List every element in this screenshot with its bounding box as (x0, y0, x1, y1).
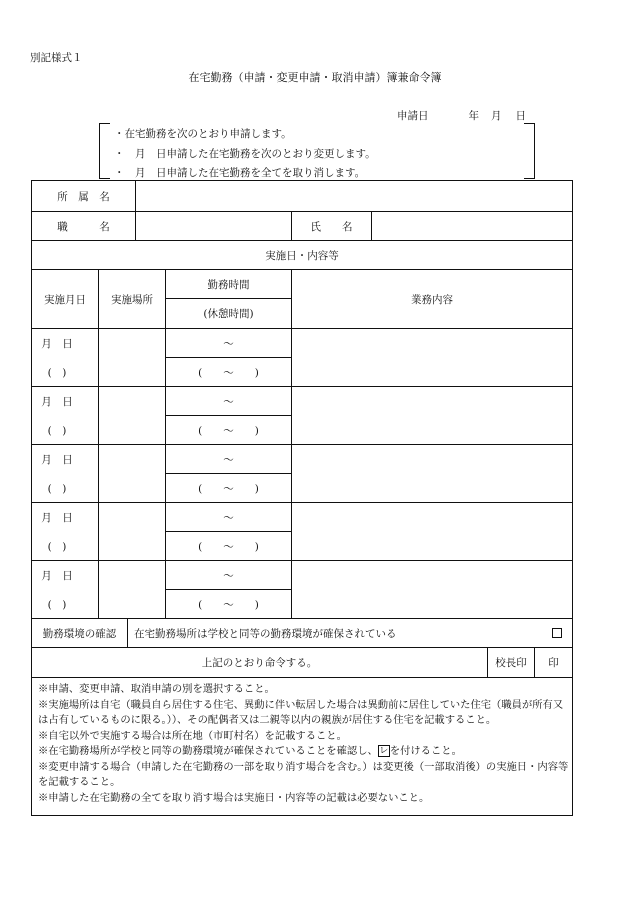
env-confirm-checkbox[interactable] (550, 619, 564, 647)
row-3-weekday[interactable]: ( ) (47, 482, 67, 495)
col-break-header: (休憩時間) (203, 308, 254, 320)
document-title: 在宅勤務（申請・変更申請・取消申請）簿兼命令簿 (188, 71, 442, 84)
row-2-hours[interactable]: ～ (223, 395, 234, 408)
position-label: 職 名 (57, 220, 110, 233)
checkbox-square-icon[interactable] (552, 628, 562, 638)
env-confirm-label: 勤務環境の確認 (42, 627, 117, 640)
option-bracket-left (99, 123, 110, 179)
command-text: 上記のとおり命令する。 (201, 657, 318, 669)
option-cancel[interactable]: ・ 月 日申請した在宅勤務を全てを取り消します。 (114, 167, 366, 179)
col-content-header: 業務内容 (411, 293, 453, 306)
row-2-weekday[interactable]: ( ) (47, 424, 67, 437)
row-3-break[interactable]: ( ～ ) (198, 482, 259, 495)
row-3-hours[interactable]: ～ (223, 453, 234, 466)
request-date (397, 108, 526, 123)
col-date-header: 実施月日 (44, 293, 86, 306)
option-change[interactable]: ・ 月 日申請した在宅勤務を次のとおり変更します。 (114, 148, 376, 160)
row-1-break[interactable]: ( ～ ) (198, 366, 259, 379)
env-confirm-text: 在宅勤務場所は学校と同等の勤務環境が確保されている (134, 627, 397, 640)
row-1-month-day[interactable]: 月 日 (41, 337, 73, 350)
row-4-break[interactable]: ( ～ ) (198, 540, 259, 553)
name-label: 氏 名 (310, 220, 353, 233)
position-field[interactable] (136, 212, 291, 240)
row-4-weekday[interactable]: ( ) (47, 540, 67, 553)
row-5-hours[interactable]: ～ (223, 569, 234, 582)
note-3: ※自宅以外で実施する場合は所在地（市町村名）を記載すること。 (38, 729, 347, 742)
row-2-month-day[interactable]: 月 日 (41, 395, 73, 408)
check-mark-icon: レ (379, 746, 389, 756)
row-5-month-day[interactable]: 月 日 (41, 569, 73, 582)
application-form (31, 180, 573, 816)
col-hours-header: 勤務時間 (207, 278, 250, 291)
note-4 (38, 744, 570, 760)
seal-field[interactable]: 印 (548, 657, 559, 669)
form-id: 別記様式１ (30, 52, 83, 64)
row-3-month-day[interactable]: 月 日 (41, 453, 73, 466)
note-6: ※申請した在宅勤務の全てを取り消す場合は実施日・内容等の記載は必要ないこと。 (38, 791, 430, 804)
section-header: 実施日・内容等 (265, 249, 339, 262)
row-1-hours[interactable]: ～ (223, 337, 234, 350)
row-2-break[interactable]: ( ～ ) (198, 424, 259, 437)
note-4-post: を付けること。 (389, 745, 462, 757)
option-bracket-right (524, 123, 535, 179)
row-5-break[interactable]: ( ～ ) (198, 598, 259, 611)
month-label: 月 (491, 110, 502, 122)
row-1-weekday[interactable]: ( ) (47, 366, 67, 379)
row-5-weekday[interactable]: ( ) (47, 598, 67, 611)
note-2: ※実施場所は自宅（職員自ら居住する住宅、異動に伴い転居した場合は異動前に居住していた住宅（職員が所有又は占有しているものに限る。））、その配偶者又は二親等以内の親族が居住する住宅を記載すること。 (38, 698, 564, 726)
row-4-month-day[interactable]: 月 日 (41, 511, 73, 524)
year-label: 年 (468, 110, 479, 122)
principal-seal-label: 校長印 (495, 657, 527, 669)
notes (38, 682, 570, 806)
affiliation-label: 所 属 名 (57, 190, 110, 203)
day-label: 日 (515, 110, 526, 122)
note-5: ※変更申請する場合（申請した在宅勤務の一部を取り消す場合を含む。）は変更後（一部取消後）の実施日・内容等を記載すること。 (38, 760, 569, 788)
option-apply[interactable]: ・在宅勤務を次のとおり申請します。 (114, 128, 292, 140)
col-place-header: 実施場所 (111, 293, 153, 306)
note-4-pre: ※在宅勤務場所が学校と同等の勤務環境が確保されていることを確認し、 (38, 745, 378, 757)
name-field[interactable] (372, 212, 572, 240)
request-date-label: 申請日 (397, 110, 429, 122)
row-4-hours[interactable]: ～ (223, 511, 234, 524)
affiliation-field[interactable] (136, 181, 572, 211)
note-1: ※申請、変更申請、取消申請の別を選択すること。 (38, 683, 275, 695)
